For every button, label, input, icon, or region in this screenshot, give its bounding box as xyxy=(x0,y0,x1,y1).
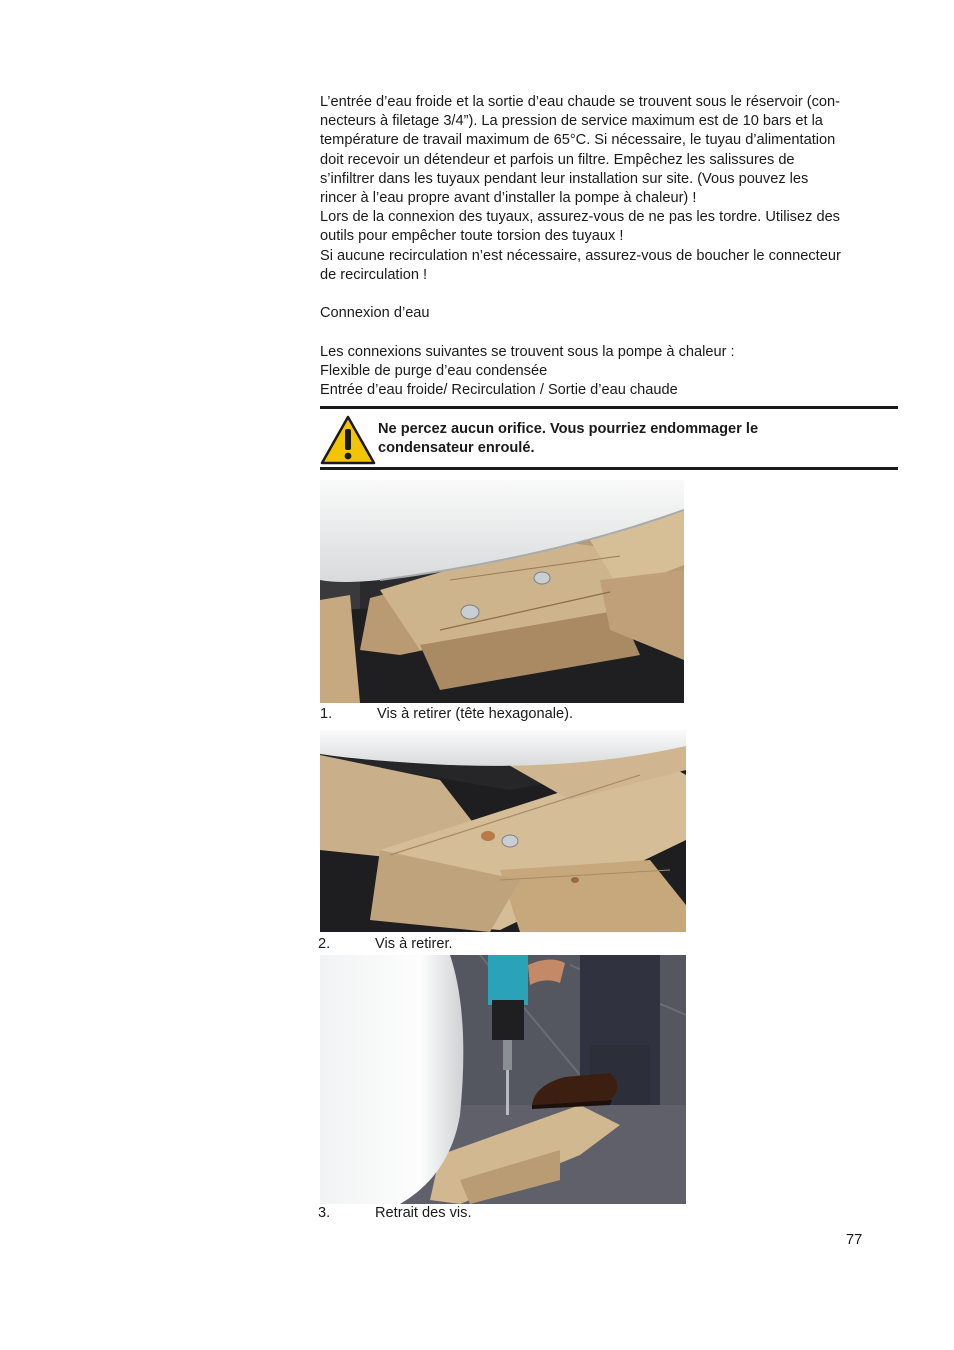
figure-caption-text: Retrait des vis. xyxy=(375,1205,472,1221)
figure-caption-text: Vis à retirer (tête hexagonale). xyxy=(377,706,574,722)
paragraph-line: outils pour empêcher toute torsion des tuyaux ! xyxy=(320,228,624,245)
body-text xyxy=(320,93,900,400)
section-heading: Connexion d’eau xyxy=(320,305,430,322)
paragraph-line: Si aucune recirculation n’est nécessaire, assurez-vous de boucher le connecteur xyxy=(320,247,841,264)
figure-number: 2. xyxy=(318,936,331,952)
warning-triangle-icon xyxy=(320,415,376,465)
paragraph-line: rincer à l’eau propre avant d’installer la pompe à chaleur) ! xyxy=(320,190,697,207)
figure-caption-text: Vis à retirer. xyxy=(375,936,453,952)
figure-number: 1. xyxy=(320,706,333,722)
paragraph-line: s’infiltrer dans les tuyaux pendant leur installation sur site. (Vous pouvez les xyxy=(320,170,809,187)
warning-box xyxy=(320,412,898,466)
paragraph-line: necteurs à filetage 3/4”). La pression de service maximum est de 10 bars et la xyxy=(320,113,823,130)
paragraph-line: L’entrée d’eau froide et la sortie d’eau chaude se trouvent sous le réservoir (con- xyxy=(320,94,841,110)
warning-text xyxy=(378,420,848,458)
paragraph-line: Lors de la connexion des tuyaux, assurez-vous de ne pas les tordre. Utilisez des xyxy=(320,209,840,226)
divider-top xyxy=(320,406,898,409)
paragraph-line: doit recevoir un détendeur et parfois un filtre. Empêchez les salissures de xyxy=(320,151,795,168)
paragraph-line: température de travail maximum de 65°C. Si nécessaire, le tuyau d’alimentation xyxy=(320,132,836,149)
warning-line: Ne percez aucun orifice. Vous pourriez endommager le xyxy=(378,421,759,437)
figure-number: 3. xyxy=(318,1205,331,1221)
paragraph-line: de recirculation ! xyxy=(320,266,428,283)
list-intro: Les connexions suivantes se trouvent sous la pompe à chaleur : xyxy=(320,343,735,360)
photo-removing-screws xyxy=(320,955,686,1204)
page-number: 77 xyxy=(846,1232,863,1248)
list-item: Flexible de purge d’eau condensée xyxy=(320,362,548,379)
photo-screws-hex xyxy=(320,480,684,703)
list-item: Entrée d’eau froide/ Recirculation / Sortie d’eau chaude xyxy=(320,382,678,399)
divider-bottom xyxy=(320,467,898,470)
warning-line: condensateur enroulé. xyxy=(378,440,535,457)
photo-screw xyxy=(320,730,686,932)
